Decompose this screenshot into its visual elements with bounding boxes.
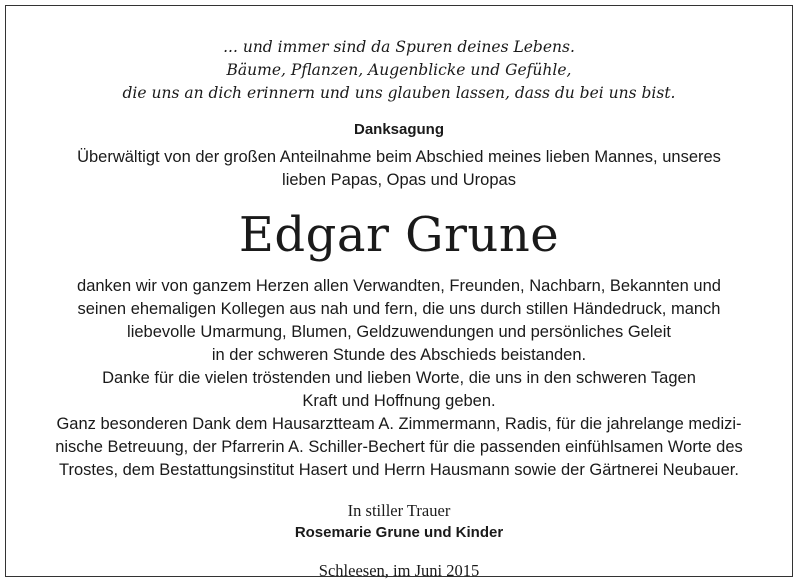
signature-intro: In stiller Trauer [347, 501, 451, 520]
thanks-text [6, 275, 792, 482]
thanks-line: seinen ehemaligen Kollegen aus nah und fern, die uns durch stillen Händedruck, manch [77, 300, 721, 318]
intro-line: lieben Papas, Opas und Uropas [282, 171, 516, 189]
thanks-line: in der schweren Stunde des Abschieds beistanden. [211, 346, 587, 364]
thanks-line: Kraft und Hoffnung geben. [302, 392, 496, 410]
poem-line: die uns an dich erinnern und uns glauben lassen, dass du bei uns bist. [122, 84, 676, 102]
signature-family: Rosemarie Grune und Kinder [294, 524, 504, 541]
poem-line: ... und immer sind da Spuren deines Lebens. [223, 38, 575, 56]
deceased-name: Edgar Grune [238, 207, 560, 263]
thanks-line: nische Betreuung, der Pfarrerin A. Schiller-Bechert für die passenden einfühlsamen Worte des [55, 438, 743, 456]
thanks-line: Trostes, dem Bestattungsinstitut Hasert und Herrn Hausmann sowie der Gärtnerei Neubauer. [59, 461, 739, 479]
obituary-notice [5, 5, 793, 580]
place-date: Schleesen, im Juni 2015 [318, 561, 480, 580]
intro-text [6, 146, 792, 192]
thanks-line: Ganz besonderen Dank dem Hausarztteam A. Zimmermann, Radis, für die jahrelange medizi- [56, 415, 742, 433]
poem-line: Bäume, Pflanzen, Augenblicke und Gefühle, [226, 61, 572, 79]
notice-heading: Danksagung [353, 121, 444, 138]
poem [6, 36, 792, 105]
thanks-line: liebevolle Umarmung, Blumen, Geldzuwendungen und persönliches Geleit [127, 323, 671, 341]
thanks-line: Danke für die vielen tröstenden und lieben Worte, die uns in den schweren Tagen [102, 369, 696, 387]
thanks-line: danken wir von ganzem Herzen allen Verwandten, Freunden, Nachbarn, Bekannten und [77, 277, 721, 295]
intro-line: Überwältigt von der großen Anteilnahme beim Abschied meines lieben Mannes, unseres [77, 148, 721, 166]
notice-content [6, 6, 792, 582]
